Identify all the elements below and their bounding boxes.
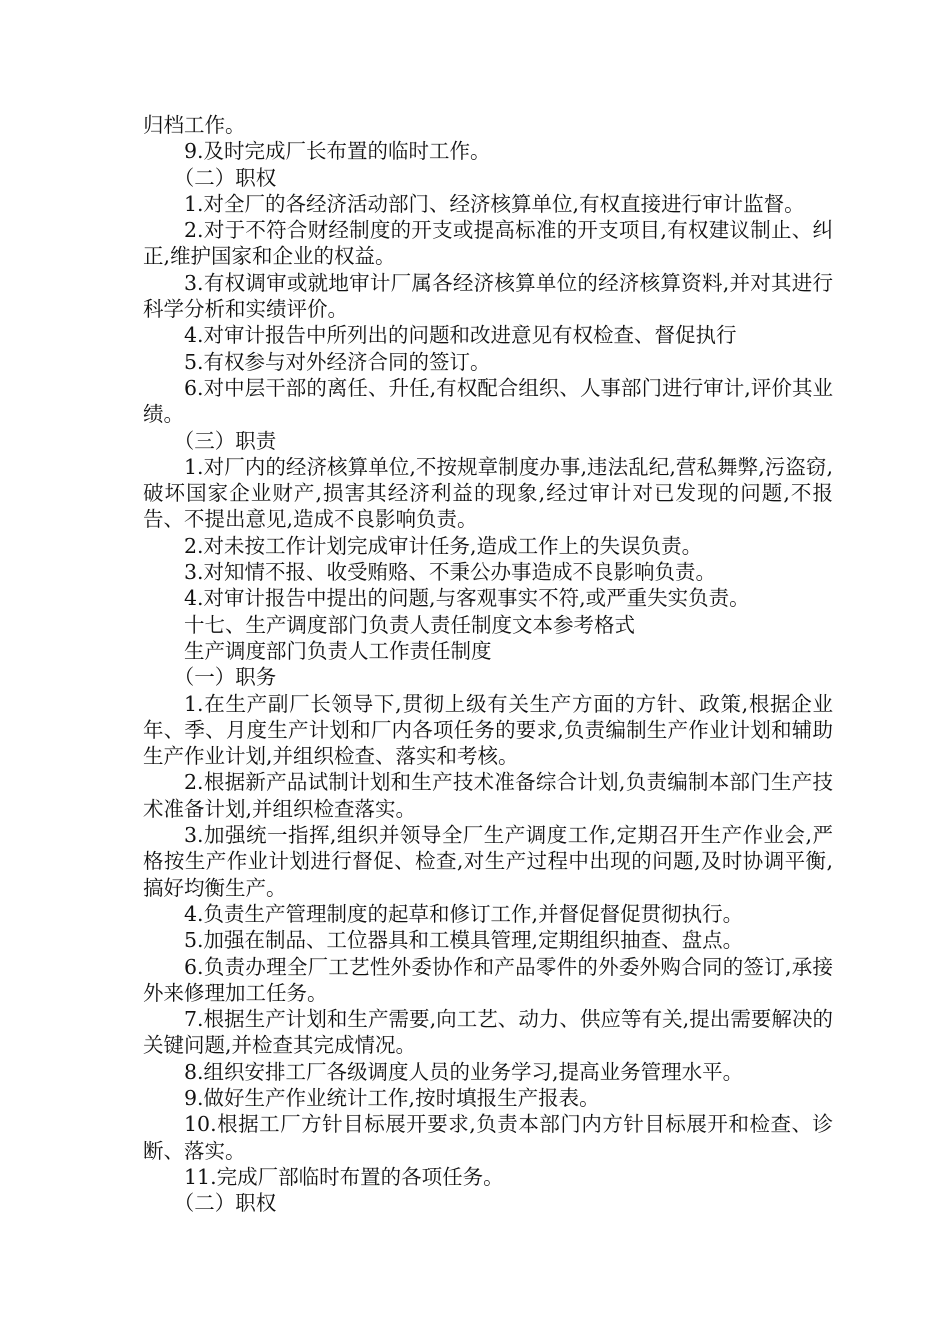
- paragraph: 3.对知情不报、收受贿赂、不秉公办事造成不良影响负责。: [184, 560, 717, 585]
- paragraph: 1.对全厂的各经济活动部门、经济核算单位,有权直接进行审计监督。: [184, 191, 805, 216]
- paragraph: 5.有权参与对外经济合同的签订。: [184, 349, 491, 374]
- paragraph: 2.根据新产品试制计划和生产技术准备综合计划,负责编制本部门生产技术准备计划,并组织检查落实。: [143, 770, 833, 821]
- paragraph: 8.组织安排工厂各级调度人员的业务学习,提高业务管理水平。: [184, 1059, 744, 1084]
- paragraph: 9.做好生产作业统计工作,按时填报生产报表。: [184, 1085, 600, 1110]
- paragraph: 2.对未按工作计划完成审计任务,造成工作上的失误负责。: [184, 533, 703, 558]
- paragraph: 3.加强统一指挥,组织并领导全厂生产调度工作,定期召开生产作业会,严格按生产作业计划进行督促、检查,对生产过程中出现的问题,及时协调平衡,搞好均衡生产。: [143, 823, 833, 900]
- paragraph: 6.对中层干部的离任、升任,有权配合组织、人事部门进行审计,评价其业绩。: [143, 375, 833, 427]
- paragraph: 7.根据生产计划和生产需要,向工艺、动力、供应等有关,提出需要解决的关键问题,并检查其完成情况。: [143, 1007, 833, 1058]
- paragraph: 1.对厂内的经济核算单位,不按规章制度办事,违法乱纪,营私舞弊,污盗窃,破坏国家企业财产,损害其经济利益的现象,经过审计对已发现的问题,不报告、不提出意见,造成不良影响负责。: [143, 454, 833, 532]
- paragraph: 5.加强在制品、工位器具和工模具管理,定期组织抽查、盘点。: [184, 928, 744, 953]
- paragraph: 4.对审计报告中提出的问题,与客观事实不符,或严重失实负责。: [184, 586, 750, 611]
- paragraph: 11.完成厂部临时布置的各项任务。: [184, 1164, 504, 1189]
- section-heading: （三）职责: [173, 428, 277, 453]
- paragraph: 3.有权调审或就地审计厂属各经济核算单位的经济核算资料,并对其进行科学分析和实绩评价。: [143, 270, 833, 322]
- paragraph: 10.根据工厂方针目标展开要求,负责本部门内方针目标展开和检查、诊断、落实。: [143, 1112, 833, 1163]
- paragraph: 生产调度部门负责人工作责任制度: [184, 638, 492, 663]
- section-heading: （二）职权: [173, 165, 277, 190]
- paragraph: 2.对于不符合财经制度的开支或提高标准的开支项目,有权建议制止、纠正,维护国家和企业的权益。: [143, 218, 833, 269]
- paragraph: 4.负责生产管理制度的起草和修订工作,并督促督促贯彻执行。: [184, 901, 744, 926]
- paragraph: 十七、生产调度部门负责人责任制度文本参考格式: [184, 612, 635, 637]
- paragraph: 1.在生产副厂长领导下,贯彻上级有关生产方面的方针、政策,根据企业年、季、月度生产计划和厂内各项任务的要求,负责编制生产作业计划和辅助生产作业计划,并组织检查、落实和考核。: [143, 691, 833, 769]
- paragraph: 归档工作。: [143, 113, 246, 137]
- section-heading: （二）职权: [173, 1191, 277, 1216]
- paragraph: 9.及时完成厂长布置的临时工作。: [184, 139, 491, 164]
- paragraph: 4.对审计报告中所列出的问题和改进意见有权检查、督促执行: [184, 323, 737, 348]
- paragraph: 6.负责办理全厂工艺性外委协作和产品零件的外委外购合同的签订,承接外来修理加工任务。: [143, 954, 833, 1005]
- document-body: [143, 112, 833, 1216]
- section-heading: （一）职务: [173, 665, 277, 690]
